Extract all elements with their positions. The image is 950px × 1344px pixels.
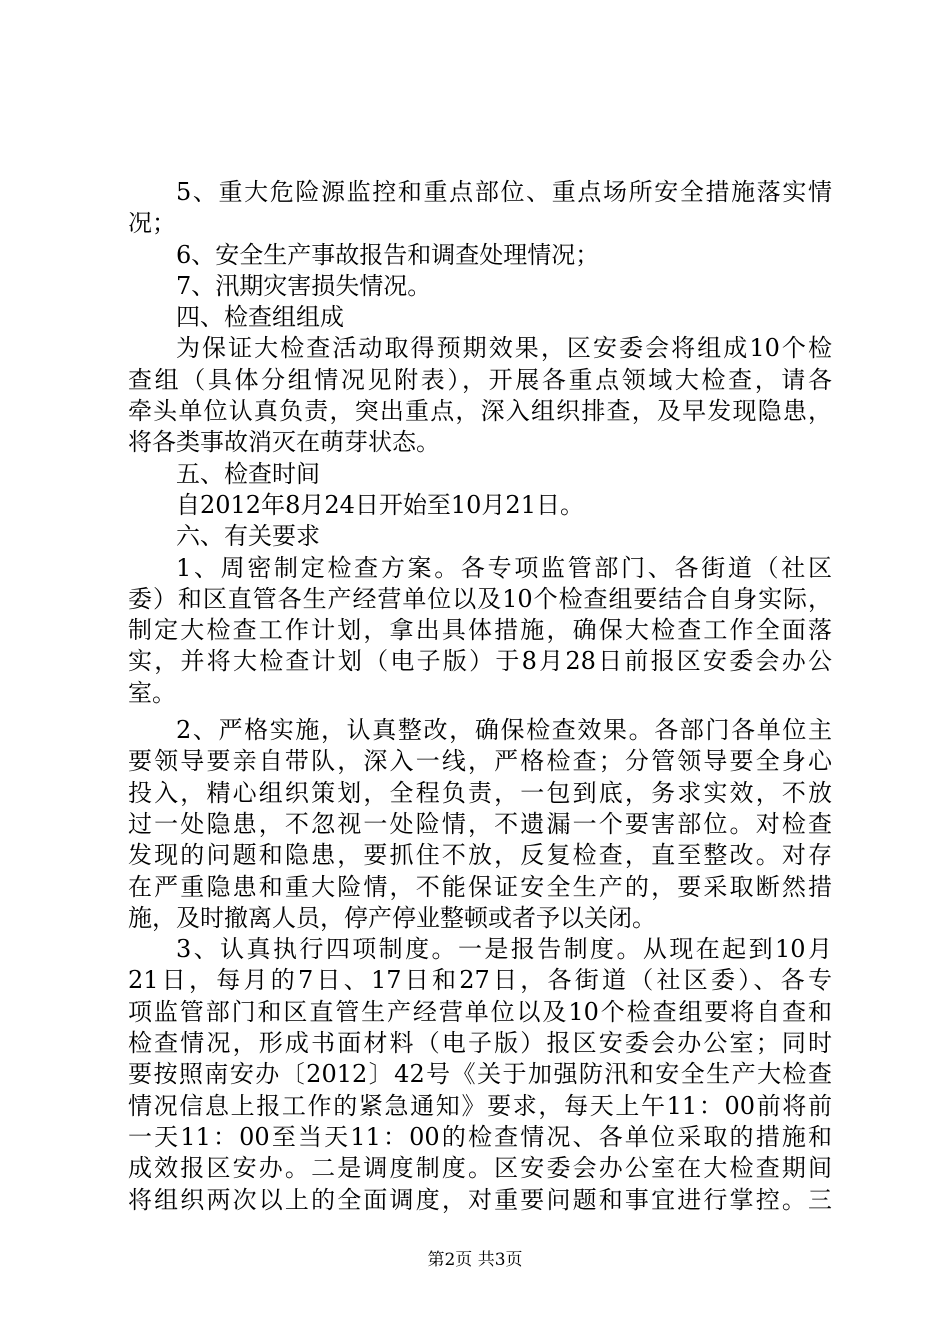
text-line: 将各类事故消灭在萌芽状态。 (128, 428, 440, 457)
text-line: 为保证大检查活动取得预期效果，区安委会将组成10个检 (176, 334, 832, 363)
text-line: 过一处隐患，不忽视一处险情，不遗漏一个要害部位。对检查 (128, 809, 832, 838)
text-line: 6、安全生产事故报告和调查处理情况； (176, 240, 600, 269)
text-line: 7、汛期灾害损失情况。 (176, 271, 432, 300)
text-line: 施，及时撤离人员，停产停业整顿或者予以关闭。 (128, 903, 656, 932)
text-line: 成效报区安办。二是调度制度。区安委会办公室在大检查期间 (128, 1154, 832, 1183)
text-line: 投入，精心组织策划，全程负责，一包到底，务求实效，不放 (128, 778, 832, 807)
text-line: 发现的问题和隐患，要抓住不放，反复检查，直至整改。对存 (128, 841, 832, 870)
text-line: 21日，每月的7日、17日和27日，各街道（社区委）、各专 (128, 966, 832, 995)
text-line: 3、认真执行四项制度。一是报告制度。从现在起到10月 (176, 935, 832, 964)
text-line: 实，并将大检查计划（电子版）于8月28日前报区安委会办公 (128, 647, 832, 676)
text-line: 在严重隐患和重大险情，不能保证安全生产的，要采取断然措 (128, 872, 832, 901)
document-body (128, 177, 832, 1216)
text-line: 五、检查时间 (176, 459, 320, 488)
text-line: 制定大检查工作计划，拿出具体措施，确保大检查工作全面落 (128, 616, 832, 645)
page-footer: 第2页 共3页 (427, 1250, 523, 1270)
text-line: 2、严格实施，认真整改，确保检查效果。各部门各单位主 (176, 716, 832, 745)
text-line: 1、周密制定检查方案。各专项监管部门、各街道（社区 (176, 553, 832, 582)
text-line: 项监管部门和区直管生产经营单位以及10个检查组要将自查和 (128, 997, 832, 1026)
text-line: 四、检查组组成 (176, 303, 344, 332)
text-line: 要按照南安办〔2012〕42号《关于加强防汛和安全生产大检查 (128, 1060, 832, 1089)
text-line: 要领导要亲自带队，深入一线，严格检查；分管领导要全身心 (128, 747, 832, 776)
text-line: 况； (128, 209, 176, 238)
text-line: 查组（具体分组情况见附表），开展各重点领域大检查，请各 (128, 365, 832, 394)
text-line: 将组织两次以上的全面调度，对重要问题和事宜进行掌控。三 (128, 1185, 832, 1214)
text-line: 一天11：00至当天11：00的检查情况、各单位采取的措施和 (128, 1122, 832, 1151)
text-line: 委）和区直管各生产经营单位以及10个检查组要结合自身实际， (128, 584, 832, 613)
text-line: 5、重大危险源监控和重点部位、重点场所安全措施落实情 (176, 178, 832, 206)
text-line: 检查情况，形成书面材料（电子版）报区安委会办公室；同时 (128, 1029, 832, 1058)
text-line: 自2012年8月24日开始至10月21日。 (176, 490, 584, 519)
text-line: 牵头单位认真负责，突出重点，深入组织排查，及早发现隐患， (128, 397, 832, 426)
text-line: 六、有关要求 (176, 522, 320, 551)
text-line: 室。 (128, 678, 176, 707)
text-line: 情况信息上报工作的紧急通知》要求，每天上午11：00前将前 (128, 1091, 832, 1120)
